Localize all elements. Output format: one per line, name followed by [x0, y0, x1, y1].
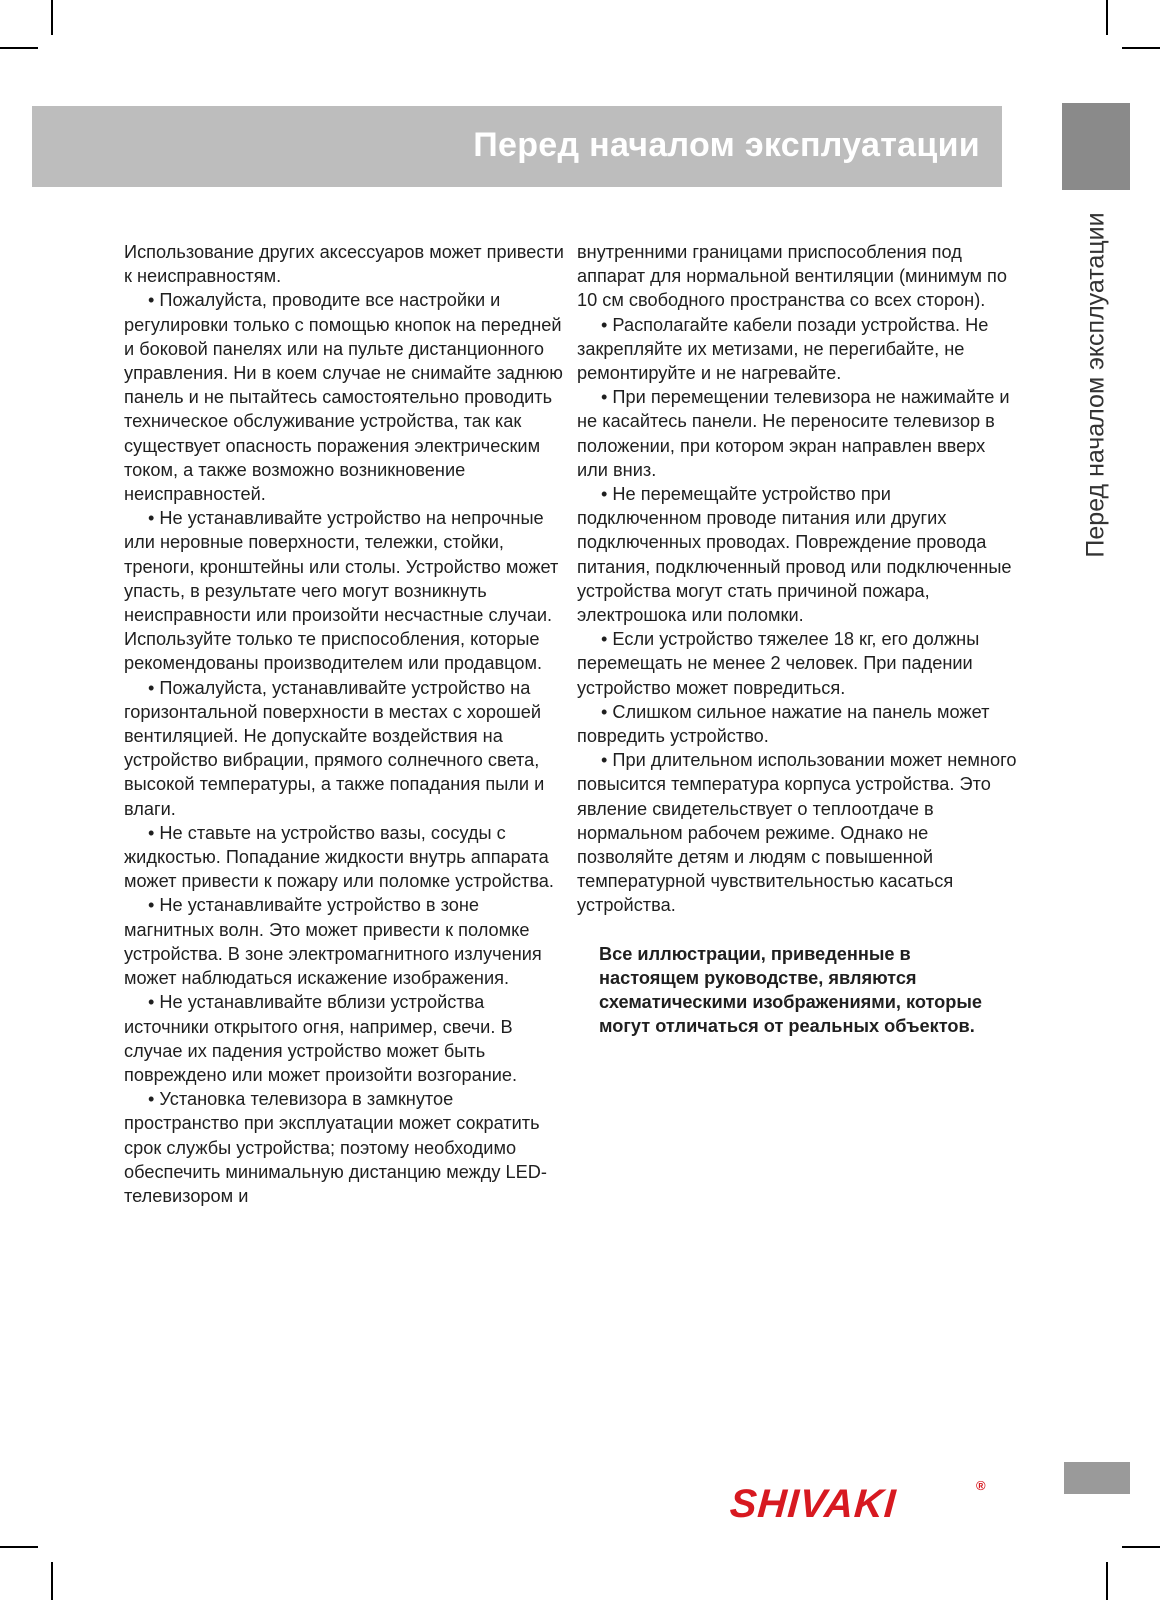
crop-mark — [51, 1562, 53, 1600]
text-column-left — [124, 240, 564, 1208]
section-header — [32, 106, 1002, 187]
bullet-paragraph: • Не ставьте на устройство вазы, сосуды с жидкостью. Попадание жидкости внутрь аппарата может привести к пожару или поломке устройства. — [124, 821, 564, 894]
bullet-paragraph: • Располагайте кабели позади устройства. Не закрепляйте их метизами, не перегибайте, не ремонтируйте и не нагревайте. — [577, 313, 1017, 386]
bullet-paragraph: • Не устанавливайте устройство на непрочные или неровные поверхности, тележки, стойки, треноги, кронштейны или столы. Устройство может упасть, в результате чего могут возникнуть неисправности или произойти несчастные случаи. Используйте только те приспособления, которые рекомендованы производителем или продавцом. — [124, 506, 564, 675]
side-section-label — [1062, 205, 1130, 565]
crop-mark — [1106, 0, 1108, 35]
crop-mark — [1122, 47, 1160, 49]
bullet-paragraph: • Пожалуйста, проводите все настройки и регулировки только с помощью кнопок на передней и боковой панелях или на пульте дистанционного управления. Ни в коем случае не снимайте заднюю панель и не пытайтесь самостоятельно проводить техническое обслуживание устройства, так как существует опасность поражения электрическим током, а также возможно возникновение неисправностей. — [124, 288, 564, 506]
bullet-paragraph: • Пожалуйста, устанавливайте устройство на горизонтальной поверхности в местах с хорошей вентиляцией. Не допускайте воздействия на устройство вибрации, прямого солнечного света, высокой температуры, а также попадания пыли и влаги. — [124, 676, 564, 821]
bullet-paragraph: • Установка телевизора в замкнутое пространство при эксплуатации может сократить срок службы устройства; поэтому необходимо обеспечить минимальную дистанцию между LED-телевизором и — [124, 1087, 564, 1208]
side-label-text: Перед началом эксплуатации — [1081, 212, 1110, 558]
side-tab-marker — [1062, 103, 1130, 190]
crop-mark — [1122, 1546, 1160, 1548]
bullet-paragraph: • Не устанавливайте вблизи устройства источники открытого огня, например, свечи. В случае их падения устройство может быть повреждено или может произойти возгорание. — [124, 990, 564, 1087]
shivaki-logo — [728, 1478, 986, 1532]
bullet-paragraph: • Слишком сильное нажатие на панель может повредить устройство. — [577, 700, 1017, 748]
paragraph: Использование других аксессуаров может привести к неисправностям. — [124, 242, 564, 287]
crop-mark — [51, 0, 53, 35]
page-number-tab — [1064, 1462, 1130, 1494]
registered-mark: ® — [976, 1478, 986, 1493]
logo-text: SHIVAKI — [728, 1482, 898, 1526]
illustration-note: Все иллюстрации, приведенные в настоящем руководстве, являются схематическими изображениями, которые могут отличаться от реальных объектов. — [599, 943, 983, 1037]
bullet-paragraph: • При длительном использовании может немного повысится температура корпуса устройства. Это явление свидетельствует о теплоотдаче в нормальном рабочем режиме. Однако не позволяйте детям и людям с повышенной температурной чувствительностью касаться устройства. — [577, 748, 1017, 917]
paragraph: внутренними границами приспособления под аппарат для нормальной вентиляции (минимум по 10 см свободного пространства со всех сторон). — [577, 242, 1008, 311]
text-column-right — [577, 240, 1017, 1039]
bullet-paragraph: • Если устройство тяжелее 18 кг, его должны перемещать не менее 2 человек. При падении устройство может повредиться. — [577, 627, 1017, 700]
bullet-paragraph: • Не устанавливайте устройство в зоне магнитных волн. Это может привести к поломке устройства. В зоне электромагнитного излучения может наблюдаться искажение изображения. — [124, 893, 564, 990]
crop-mark — [0, 1546, 38, 1548]
bullet-paragraph: • Не перемещайте устройство при подключенном проводе питания или других подключенных проводах. Повреждение провода питания, подключенный провод или подключенные устройства могут стать причиной пожара, электрошока или поломки. — [577, 482, 1017, 627]
bullet-paragraph: • При перемещении телевизора не нажимайте и не касайтесь панели. Не переносите телевизор в положении, при котором экран направлен вверх или вниз. — [577, 385, 1017, 482]
crop-mark — [1106, 1562, 1108, 1600]
page-title: Перед началом эксплуатации — [473, 126, 980, 164]
crop-mark — [0, 47, 38, 49]
